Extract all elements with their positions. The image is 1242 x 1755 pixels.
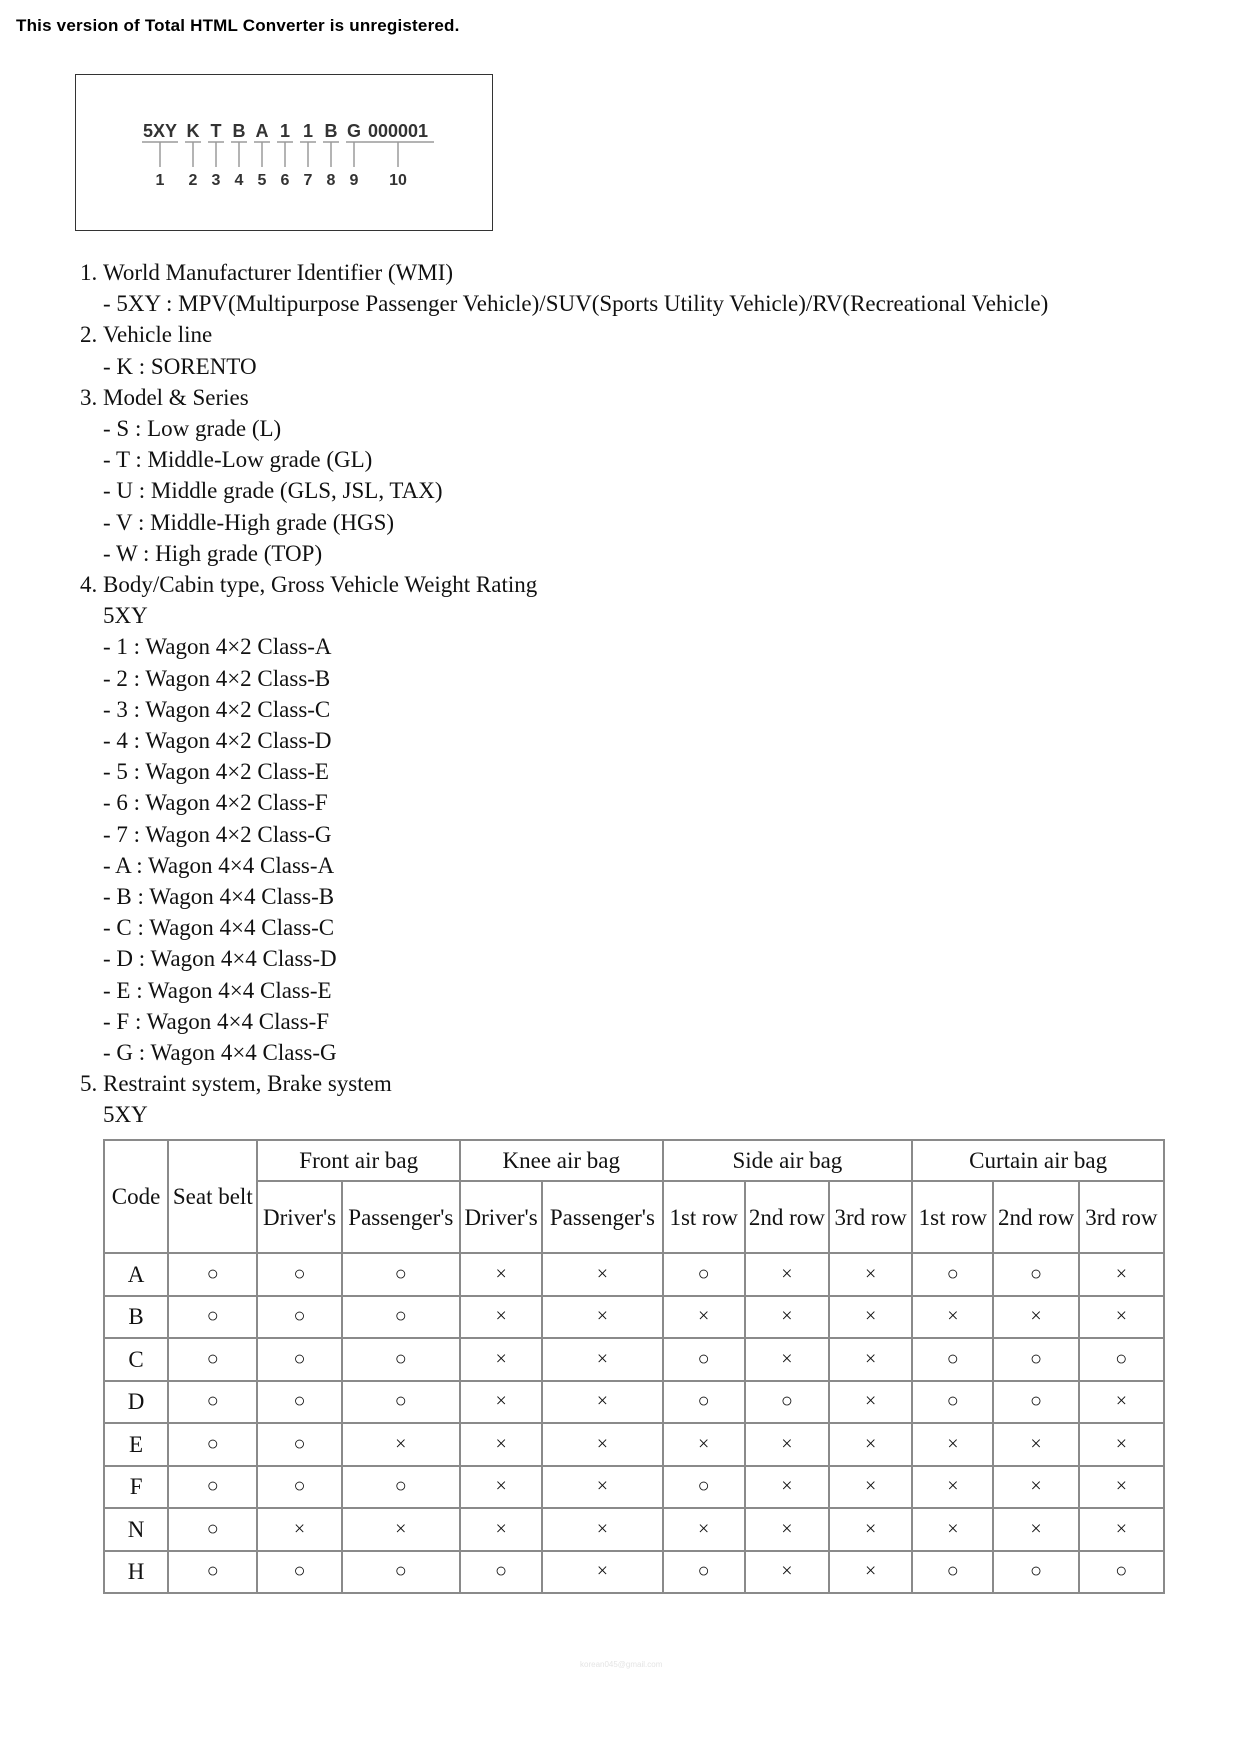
- table-cell: ○: [460, 1551, 542, 1594]
- table-cell: ○: [168, 1508, 257, 1551]
- section-line: - F : Wagon 4×4 Class-F: [103, 1008, 330, 1034]
- table-cell: ○: [257, 1551, 341, 1594]
- table-cell: ○: [168, 1466, 257, 1509]
- table-cell: ×: [745, 1508, 829, 1551]
- vin-character: 5XY: [142, 121, 178, 141]
- section-line: - 2 : Wagon 4×2 Class-B: [103, 665, 331, 691]
- table-cell: ○: [257, 1296, 341, 1339]
- section-line: - V : Middle-High grade (HGS): [103, 509, 395, 535]
- vin-position-number: 10: [389, 172, 407, 189]
- table-cell: ×: [460, 1423, 542, 1466]
- table-cell: ×: [912, 1423, 993, 1466]
- header-front-passengers: Passenger's: [342, 1181, 460, 1253]
- table-cell: ×: [829, 1381, 912, 1424]
- table-cell: ×: [542, 1551, 662, 1594]
- table-cell: ○: [912, 1381, 993, 1424]
- vin-character: 1: [302, 121, 314, 141]
- section-line: - 3 : Wagon 4×2 Class-C: [103, 696, 331, 722]
- table-cell: ○: [342, 1253, 460, 1296]
- table-cell: ○: [342, 1551, 460, 1594]
- table-cell: ○: [993, 1338, 1078, 1381]
- table-cell: ×: [663, 1508, 745, 1551]
- section-line: - B : Wagon 4×4 Class-B: [103, 884, 335, 910]
- table-cell: ×: [829, 1338, 912, 1381]
- section-lines: [103, 413, 1198, 569]
- table-row: [104, 1508, 1164, 1551]
- section-line: - 7 : Wagon 4×2 Class-G: [103, 821, 332, 847]
- section-line: - 1 : Wagon 4×2 Class-A: [103, 634, 332, 660]
- table-row: [104, 1466, 1164, 1509]
- header-curtain-2nd-row: 2nd row: [993, 1181, 1078, 1253]
- row-code: C: [104, 1338, 168, 1381]
- table-cell: ○: [663, 1551, 745, 1594]
- table-cell: ×: [460, 1508, 542, 1551]
- table-cell: ×: [342, 1508, 460, 1551]
- section-item: [103, 319, 1198, 381]
- table-cell: ×: [542, 1296, 662, 1339]
- section-title: Vehicle line: [103, 322, 213, 348]
- table-cell: ×: [460, 1296, 542, 1339]
- table-cell: ×: [912, 1296, 993, 1339]
- section-item: [103, 1068, 1198, 1130]
- header-curtain-1st-row: 1st row: [912, 1181, 993, 1253]
- table-cell: ×: [745, 1296, 829, 1339]
- table-cell: ×: [993, 1466, 1078, 1509]
- vin-position-number: 2: [188, 172, 198, 189]
- table-cell: ○: [1079, 1338, 1164, 1381]
- header-knee-air-bag: Knee air bag: [460, 1140, 663, 1181]
- watermark: korean045@gmail.com: [580, 1660, 663, 1669]
- table-cell: ○: [257, 1423, 341, 1466]
- section-list: [78, 257, 1198, 1131]
- table-cell: ×: [460, 1466, 542, 1509]
- table-cell: ○: [168, 1338, 257, 1381]
- section-lines: [103, 1099, 1198, 1130]
- row-code: A: [104, 1253, 168, 1296]
- section-item: [103, 257, 1198, 319]
- section-line: - K : SORENTO: [103, 353, 257, 379]
- table-cell: ×: [460, 1338, 542, 1381]
- section-line: - 5XY : MPV(Multipurpose Passenger Vehicle)/SUV(Sports Utility Vehicle)/RV(Recreational Vehicle): [103, 291, 1049, 317]
- section-line: - 6 : Wagon 4×2 Class-F: [103, 790, 328, 816]
- vin-position-number: 8: [326, 172, 336, 189]
- vin-character: B: [324, 121, 338, 141]
- table-cell: ○: [993, 1381, 1078, 1424]
- section-title: World Manufacturer Identifier (WMI): [103, 260, 454, 285]
- table-row: [104, 1423, 1164, 1466]
- vin-character: G: [346, 121, 362, 141]
- table-cell: ×: [829, 1253, 912, 1296]
- section-line: - E : Wagon 4×4 Class-E: [103, 977, 332, 1003]
- table-row: [104, 1296, 1164, 1339]
- section-lines: [103, 600, 1198, 1068]
- table-cell: ×: [745, 1338, 829, 1381]
- vin-diagram: [75, 74, 493, 231]
- header-side-3rd-row: 3rd row: [829, 1181, 912, 1253]
- table-cell: ×: [342, 1423, 460, 1466]
- table-row: [104, 1381, 1164, 1424]
- table-cell: ○: [257, 1466, 341, 1509]
- table-cell: ○: [342, 1466, 460, 1509]
- table-cell: ×: [460, 1253, 542, 1296]
- header-knee-passengers: Passenger's: [542, 1181, 662, 1253]
- section-item: [103, 382, 1198, 569]
- table-cell: ○: [168, 1381, 257, 1424]
- table-cell: ×: [542, 1338, 662, 1381]
- table-cell: ○: [663, 1338, 745, 1381]
- vin-position-number: 6: [280, 172, 290, 189]
- table-cell: ○: [993, 1551, 1078, 1594]
- table-cell: ×: [1079, 1508, 1164, 1551]
- table-cell: ×: [829, 1423, 912, 1466]
- vin-position-number: 5: [257, 172, 267, 189]
- table-row: [104, 1253, 1164, 1296]
- row-code: F: [104, 1466, 168, 1509]
- section-line: - D : Wagon 4×4 Class-D: [103, 946, 337, 972]
- table-cell: ○: [257, 1338, 341, 1381]
- section-line: 5XY: [103, 1102, 148, 1128]
- vin-character: B: [232, 121, 246, 141]
- section-line: - W : High grade (TOP): [103, 540, 323, 566]
- table-cell: ○: [663, 1253, 745, 1296]
- header-knee-drivers: Driver's: [460, 1181, 542, 1253]
- table-cell: ○: [663, 1381, 745, 1424]
- section-line: - G : Wagon 4×4 Class-G: [103, 1040, 337, 1066]
- vin-position-number: 4: [234, 172, 244, 189]
- table-cell: ×: [663, 1423, 745, 1466]
- table-cell: ×: [1079, 1253, 1164, 1296]
- table-cell: ×: [745, 1253, 829, 1296]
- header-side-air-bag: Side air bag: [663, 1140, 913, 1181]
- section-lines: [103, 288, 1198, 319]
- section-lines: [103, 351, 1198, 382]
- vin-diagram-graphic: [76, 75, 494, 232]
- table-cell: ×: [829, 1551, 912, 1594]
- table-cell: ×: [1079, 1466, 1164, 1509]
- section-line: - U : Middle grade (GLS, JSL, TAX): [103, 478, 443, 504]
- table-cell: ○: [168, 1296, 257, 1339]
- table-cell: ×: [829, 1296, 912, 1339]
- table-cell: ×: [912, 1508, 993, 1551]
- table-cell: ×: [542, 1381, 662, 1424]
- table-cell: ×: [829, 1466, 912, 1509]
- header-side-2nd-row: 2nd row: [745, 1181, 829, 1253]
- table-row: [104, 1338, 1164, 1381]
- table-cell: ×: [663, 1296, 745, 1339]
- vin-position-number: 7: [303, 172, 313, 189]
- vin-character: 000001: [367, 121, 429, 141]
- table-cell: ×: [745, 1466, 829, 1509]
- vin-character: 1: [279, 121, 291, 141]
- vin-position-number: 3: [211, 172, 221, 189]
- table-cell: ×: [542, 1466, 662, 1509]
- table-cell: ○: [257, 1381, 341, 1424]
- header-curtain-3rd-row: 3rd row: [1079, 1181, 1164, 1253]
- vin-character: T: [210, 121, 222, 141]
- table-cell: ×: [745, 1423, 829, 1466]
- header-seat-belt: Seat belt: [168, 1140, 257, 1253]
- table-cell: ×: [542, 1423, 662, 1466]
- table-cell: ○: [993, 1253, 1078, 1296]
- table-cell: ○: [342, 1381, 460, 1424]
- section-title: Body/Cabin type, Gross Vehicle Weight Rating: [103, 572, 538, 598]
- section-title: Model & Series: [103, 384, 249, 410]
- table-cell: ○: [342, 1296, 460, 1339]
- row-code: D: [104, 1381, 168, 1424]
- table-cell: ×: [993, 1423, 1078, 1466]
- row-code: E: [104, 1423, 168, 1466]
- vin-explanation: [78, 257, 1198, 1131]
- table-cell: ○: [1079, 1551, 1164, 1594]
- table-row: [104, 1551, 1164, 1594]
- section-line: - 5 : Wagon 4×2 Class-E: [103, 759, 329, 785]
- table-cell: ○: [745, 1381, 829, 1424]
- row-code: H: [104, 1551, 168, 1594]
- table-cell: ×: [912, 1466, 993, 1509]
- table-cell: ×: [993, 1296, 1078, 1339]
- section-item: [103, 569, 1198, 1068]
- table-cell: ×: [993, 1508, 1078, 1551]
- table-cell: ×: [1079, 1381, 1164, 1424]
- table-cell: ○: [168, 1253, 257, 1296]
- section-line: - C : Wagon 4×4 Class-C: [103, 915, 335, 941]
- table-cell: ○: [257, 1253, 341, 1296]
- row-code: N: [104, 1508, 168, 1551]
- section-title: Restraint system, Brake system: [103, 1071, 392, 1097]
- table-cell: ×: [257, 1508, 341, 1551]
- unregistered-banner: This version of Total HTML Converter is unregistered.: [16, 16, 460, 35]
- section-line: - T : Middle-Low grade (GL): [103, 447, 373, 473]
- table-cell: ○: [342, 1338, 460, 1381]
- table-cell: ×: [829, 1508, 912, 1551]
- vin-character: A: [255, 121, 269, 141]
- table-cell: ×: [1079, 1423, 1164, 1466]
- table-cell: ×: [745, 1551, 829, 1594]
- table-cell: ×: [1079, 1296, 1164, 1339]
- table-cell: ○: [912, 1338, 993, 1381]
- table-cell: ○: [168, 1551, 257, 1594]
- table-cell: ○: [168, 1423, 257, 1466]
- header-side-1st-row: 1st row: [663, 1181, 745, 1253]
- header-front-drivers: Driver's: [257, 1181, 341, 1253]
- vin-position-number: 9: [349, 172, 359, 189]
- restraint-system-table: [103, 1139, 1165, 1594]
- section-line: - 4 : Wagon 4×2 Class-D: [103, 728, 332, 754]
- header-curtain-air-bag: Curtain air bag: [912, 1140, 1164, 1181]
- table-cell: ○: [912, 1551, 993, 1594]
- table-cell: ×: [542, 1508, 662, 1551]
- row-code: B: [104, 1296, 168, 1339]
- header-code: Code: [104, 1140, 168, 1253]
- section-line: - S : Low grade (L): [103, 416, 282, 442]
- vin-position-number: 1: [155, 172, 165, 189]
- section-line: - A : Wagon 4×4 Class-A: [103, 852, 335, 878]
- vin-character: K: [186, 121, 200, 141]
- table-cell: ×: [542, 1253, 662, 1296]
- table-cell: ○: [912, 1253, 993, 1296]
- header-front-air-bag: Front air bag: [257, 1140, 460, 1181]
- section-line: 5XY: [103, 603, 148, 629]
- table-cell: ○: [663, 1466, 745, 1509]
- table-cell: ×: [460, 1381, 542, 1424]
